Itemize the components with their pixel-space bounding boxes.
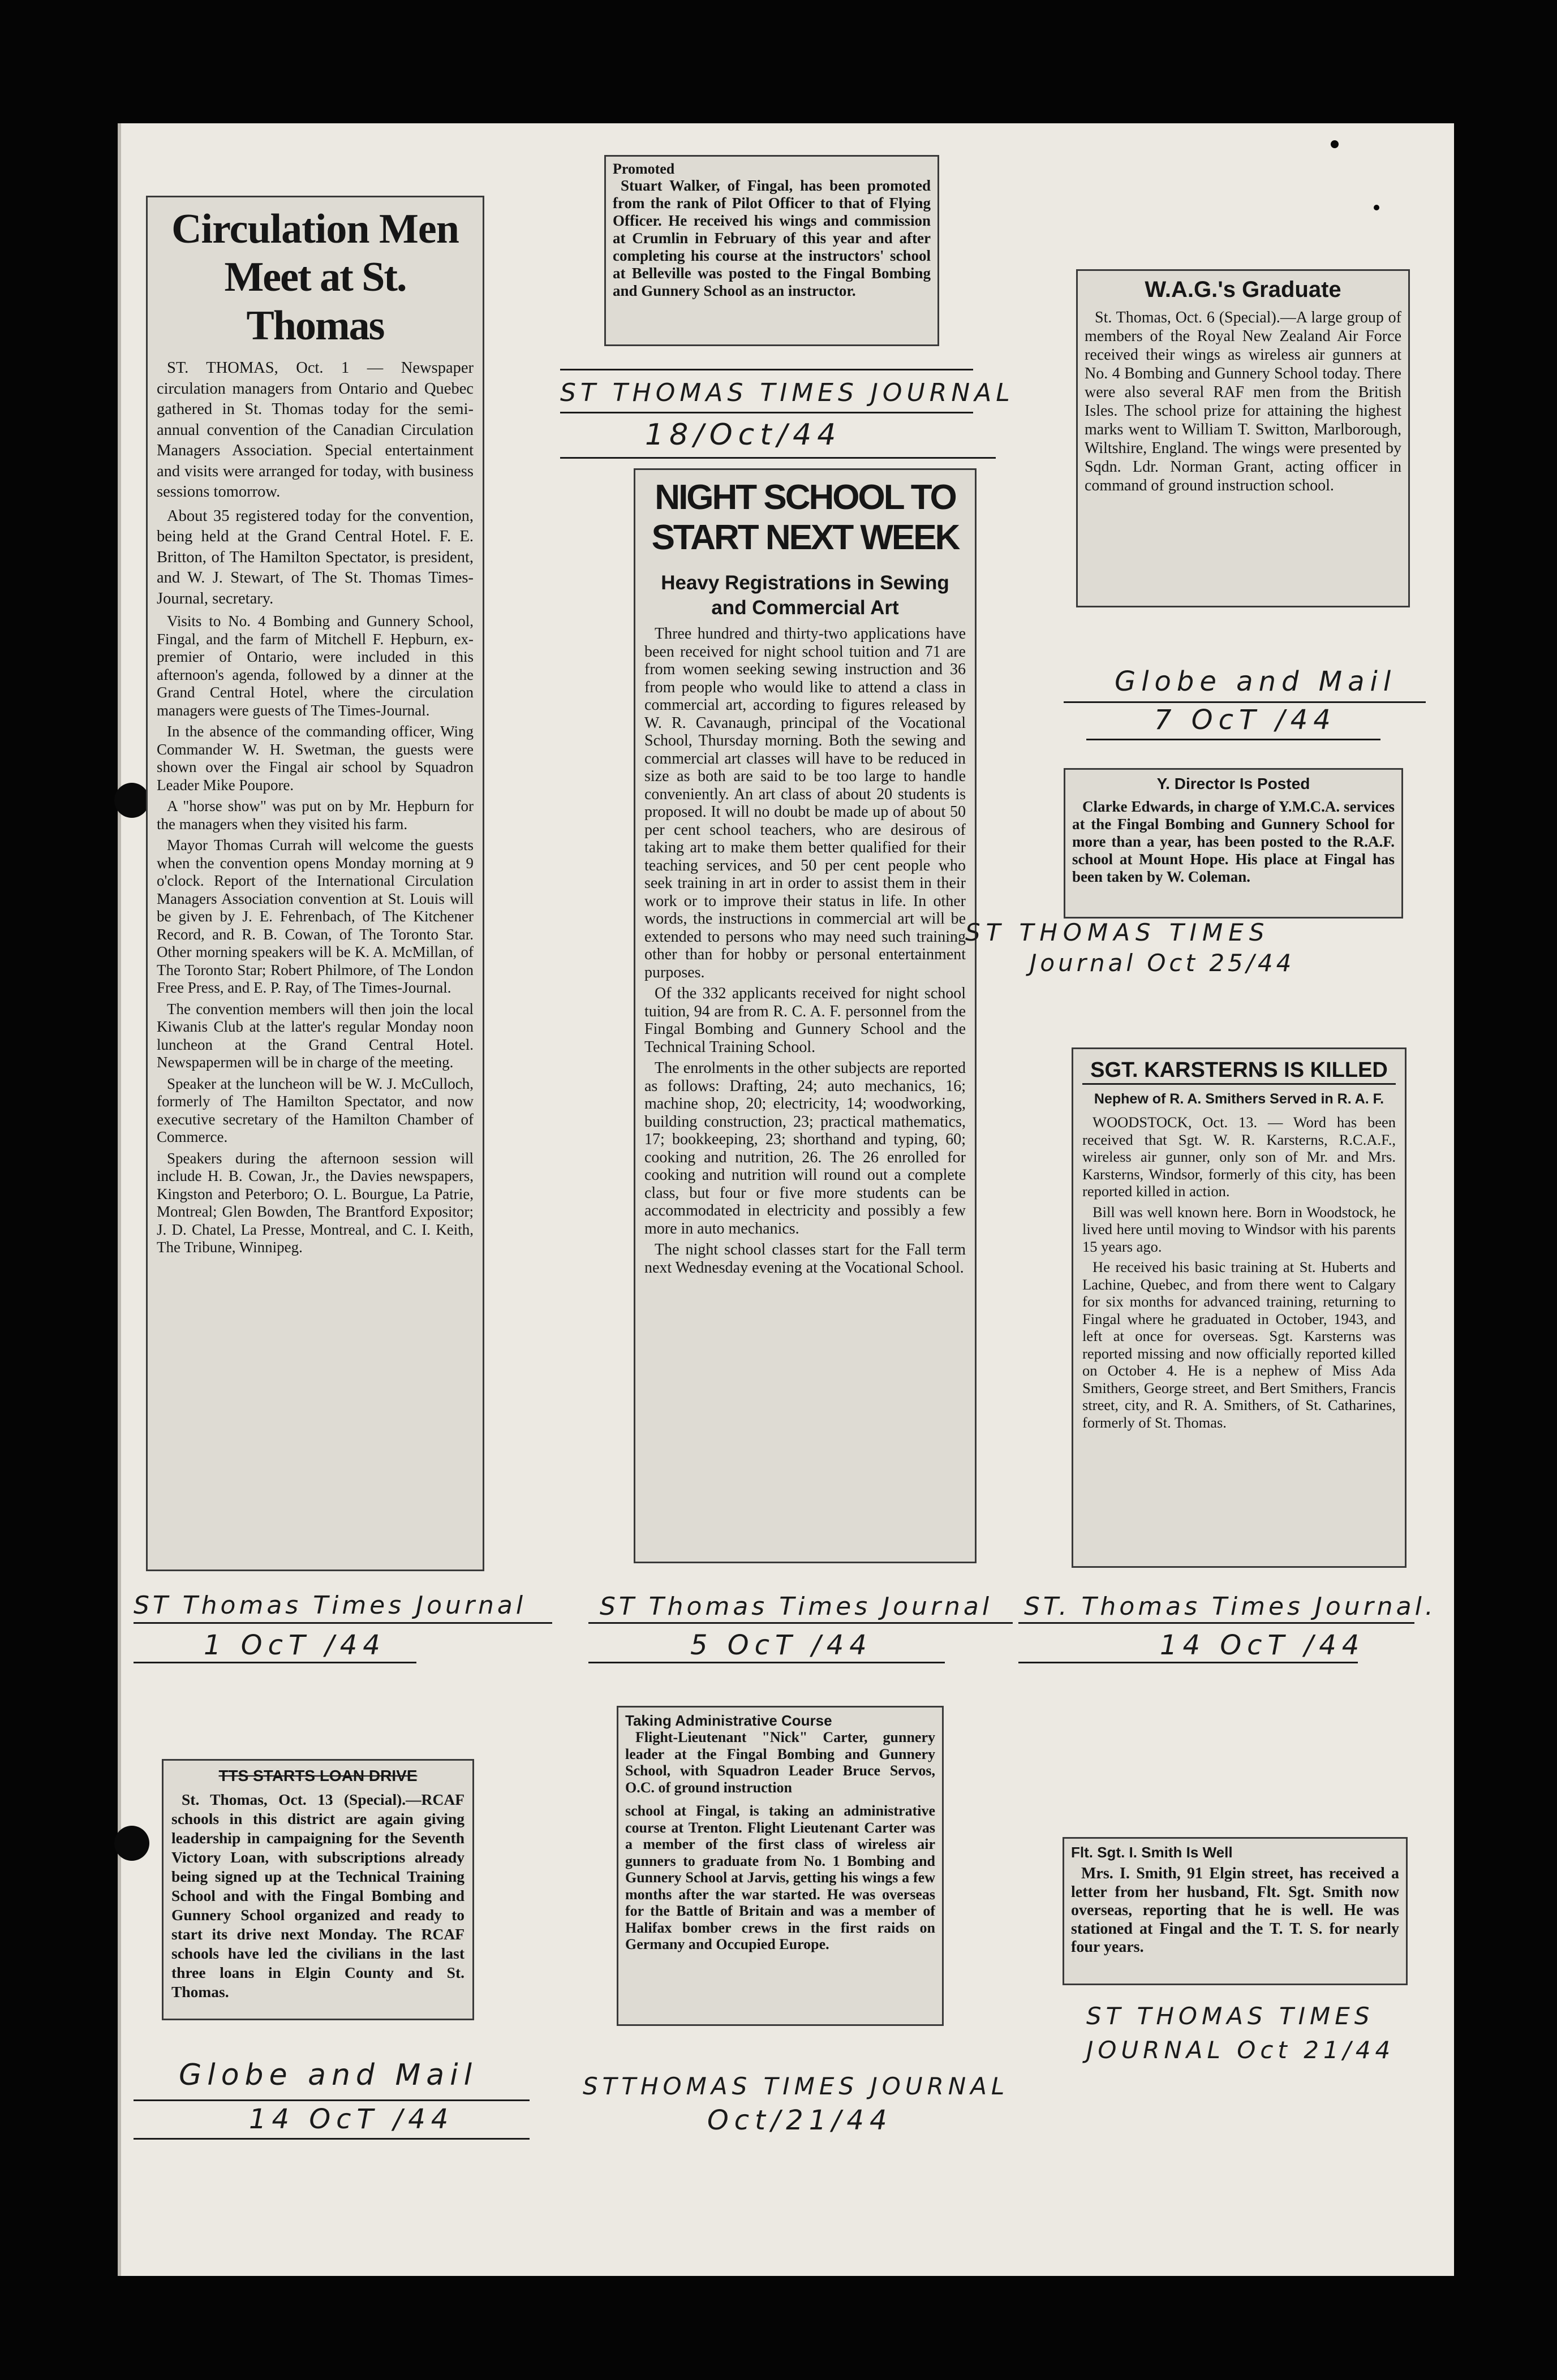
headline-start-next-week: START NEXT WEEK — [651, 518, 959, 557]
headline-wags-graduate: W.A.G.'s Graduate — [1145, 277, 1341, 302]
handwritten-source: ST Thomas Times Journal — [134, 1589, 552, 1624]
handwritten-source: STTHOMAS TIMES JOURNAL — [583, 2072, 1009, 2100]
handwritten-date: 14 OcT /44 — [1160, 1629, 1365, 1661]
underline — [588, 1622, 1013, 1624]
clipping-sgt-karsterns — [1072, 1047, 1407, 1568]
ink-speck — [1374, 205, 1379, 210]
clipping-y-director — [1064, 768, 1403, 919]
handwritten-source: ST THOMAS TIMES JOURNAL — [560, 378, 1014, 407]
underline — [134, 2138, 530, 2140]
handwritten-date: 18/Oct/44 — [645, 418, 842, 452]
handwritten-source: ST THOMAS TIMES — [965, 919, 1270, 946]
underline — [134, 1662, 416, 1663]
handwritten-date: 7 OcT /44 — [1154, 704, 1336, 736]
article-paragraph: Of the 332 applicants received for night school tuition, 94 are from R. C. A. F. personnel from the Fingal Bombing and Gunnery School and the Technical Training School. — [644, 985, 966, 1056]
article-paragraph: Bill was well known here. Born in Woodstock, he lived here until moving to Windsor with his parents 15 years ago. — [1082, 1203, 1396, 1255]
punch-hole-2 — [114, 1826, 149, 1861]
underline — [560, 412, 973, 413]
handwritten-date: 5 OcT /44 — [690, 1629, 872, 1661]
article-text: Clarke Edwards, in charge of Y.M.C.A. services at the Fingal Bombing and Gunnery School for more than a year, has been posted to the R.A.F. school at Mount Hope. His place at Fingal has been taken by W. Coleman. — [1072, 798, 1395, 885]
underline — [1018, 1662, 1358, 1663]
article-paragraph: Speaker at the luncheon will be W. J. McCulloch, formerly of The Hamilton Spectator, and now executive secretary of the Hamilton Chamber of Commerce. — [157, 1075, 474, 1145]
underline — [560, 457, 996, 459]
clipping-flt-sgt-smith — [1063, 1837, 1408, 1985]
underline — [1018, 1622, 1414, 1624]
clipping-wags-graduate — [1076, 269, 1410, 607]
article-text: Stuart Walker, of Fingal, has been promoted from the rank of Pilot Officer to that of Flying Officer. He received his wings and commission at Crumlin in February of this year and after completing his course at the instructors' school at Belleville was posted to the Fingal Bombing and Gunnery School as an instructor. — [613, 177, 931, 299]
article-paragraph: Speakers during the afternoon session will include H. B. Cowan, Jr., the Davies newspapers, Kingston and Peterboro; O. L. Bourgue, La Patrie, Montreal; Glen Bowden, The Brantford Expositor; J. D. Chatel, La Presse, Montreal, and C. I. Keith, The Tribune, Winnipeg. — [157, 1149, 474, 1256]
headline-night-school: NIGHT SCHOOL TO — [655, 478, 956, 517]
article-text: St. Thomas, Oct. 13 (Special).—RCAF schools in this district are again giving leadership in campaigning for the Seventh Victory Loan, with subscriptions already being signed up at the Technical Training School and with the Fingal Bombing and Gunnery School organized and ready to start its drive next Monday. The RCAF schools have led the civilians in the last three loans in Elgin County and St. Thomas. — [171, 1791, 464, 2000]
article-text: St. Thomas, Oct. 6 (Special).—A large group of members of the Royal New Zealand Air Force received their wings as wireless air gunners at No. 4 Bombing and Gunnery School today. There were also several RAF men from the British Isles. The school prize for attaining the highest marks went to William T. Switton, Marlborough, Wiltshire, England. The wings were presented by Sqdn. Ldr. Norman Grant, acting officer in command of ground instruction school. — [1085, 309, 1401, 494]
handwritten-source: ST Thomas Times Journal — [600, 1592, 993, 1621]
headline-sgt-karsterns: SGT. KARSTERNS IS KILLED — [1082, 1057, 1396, 1085]
article-paragraph: The enrolments in the other subjects are reported as follows: Drafting, 24; auto mechanics, 16; machine shop, 20; electricity, 14; woodworking, building construction, 23; practical mathematics, 17; bookkeeping, 23; shorthand and typing, 60; cooking and nutrition, 26. The 26 enrolled for cooking and nutrition will round out a complete class, but four or five more students can be accommodated in electricity and possibly a few more in auto mechanics. — [644, 1059, 966, 1238]
handwritten-source: Globe and Mail — [1115, 666, 1397, 697]
headline-flt-sgt-smith: Flt. Sgt. I. Smith Is Well — [1071, 1844, 1233, 1861]
underline — [1064, 701, 1426, 703]
article-paragraph: Mayor Thomas Currah will welcome the guests when the convention opens Monday morning at 9 o'clock. Report of the International Circulation Managers Association convention at St. Louis will be given by J. E. Fehrenbach, of The Kitchener Record, and R. B. Cowan, of The Toronto Star. Other morning speakers will be K. A. McMillan, of The Toronto Star; Robert Philmore, of The London Free Press, and E. P. Ray, of The Times-Journal. — [157, 837, 474, 996]
headline-loan-drive: TTS STARTS LOAN DRIVE — [218, 1767, 418, 1784]
headline-meet-at-st-thomas: Meet at St. Thomas — [224, 254, 406, 349]
handwritten-source: ST. Thomas Times Journal. — [1024, 1592, 1436, 1621]
handwritten-source: ST THOMAS TIMES — [1086, 2002, 1374, 2030]
underline — [1086, 739, 1380, 740]
underline — [134, 2099, 530, 2101]
ink-speck — [1331, 140, 1339, 148]
article-text: Mrs. I. Smith, 91 Elgin street, has received a letter from her husband, Flt. Sgt. Smith now overseas, reporting that he is well. He was stationed at Fingal and the T. T. S. for nearly four years. — [1071, 1865, 1399, 1956]
handwritten-date: Oct/21/44 — [707, 2105, 893, 2136]
rule — [560, 369, 973, 370]
handwritten-date: 14 OcT /44 — [249, 2103, 454, 2135]
handwritten-source: Globe and Mail — [179, 2058, 478, 2092]
clipping-loan-drive — [162, 1759, 474, 2020]
subheadline: Nephew of R. A. Smithers Served in R. A. F. — [1094, 1091, 1384, 1107]
headline-administrative-course: Taking Administrative Course — [625, 1712, 832, 1729]
article-paragraph: He received his basic training at St. Huberts and Lachine, Quebec, and from there went to Calgary for six months for advanced training, returning to Fingal where he graduated in October, 1943, and left at once for overseas. Sgt. Karsterns was reported missing and now officially reported killed on October 4. He is a nephew of Miss Ada Smithers, George street, and Bert Smithers, Francis street, city, and R. A. Smithers, of St. Catharines, formerly of St. Thomas. — [1082, 1258, 1396, 1431]
article-paragraph: A "horse show" was put on by Mr. Hepburn for the managers when they visited his farm. — [157, 797, 474, 833]
headline-y-director: Y. Director Is Posted — [1156, 775, 1310, 792]
article-text-bottom: school at Fingal, is taking an administrative course at Trenton. Flight Lieutenant Carter was a member of the first class of wireless air gunners to graduate from No. 1 Bombing and Gunnery School at Jarvis, getting his wings a few months after the war started. He was overseas for the Battle of Britain and was a member of Halifax bomber crews in the first raids on Germany and Occupied Europe. — [625, 1803, 935, 1952]
article-paragraph: Three hundred and thirty-two applications have been received for night school tuition and 71 are from women seeking sewing instruction and 36 from people who would like to attend a class in commercial art, according to figures released by W. R. Cavanaugh, principal of the Vocational School, Thursday morning. Both the sewing and commercial art classes will have to be reduced in size as both are said to be too large to handle conveniently. An art class of about 20 students is proposed. It will no doubt be made up of about 50 per cent school teachers, who are desirous of taking art to make them better qualified for their teaching services, and 50 per cent people who seek training in art in order to assist them in their work or to improve their status in life. In other words, the instructions in commercial art will be extended to persons who may need such training other than for hobby or personal entertainment purposes. — [644, 625, 966, 981]
underline — [588, 1662, 945, 1663]
article-paragraph: The night school classes start for the Fall term next Wednesday evening at the Vocational School. — [644, 1241, 966, 1277]
article-paragraph: In the absence of the commanding officer, Wing Commander W. H. Swetman, the guests were shown over the Fingal air school by Squadron Leader Mike Poupore. — [157, 723, 474, 794]
clipping-promoted — [604, 155, 939, 346]
subheadline: Heavy Registrations in Sewing and Commercial Art — [661, 572, 949, 619]
article-paragraph: WOODSTOCK, Oct. 13. — Word has been received that Sgt. W. R. Karsterns, R.C.A.F., wireless air gunner, only son of Mr. and Mrs. Karsterns, Windsor, formerly of this city, has been reported killed in action. — [1082, 1114, 1396, 1200]
punch-hole-1 — [114, 783, 149, 818]
headline-circulation-men: Circulation Men — [171, 206, 459, 252]
article-paragraph: The convention members will then join the local Kiwanis Club at the latter's regular Monday noon luncheon at the Grand Central Hotel. Newspapermen will be in charge of the meeting. — [157, 1000, 474, 1071]
article-paragraph: About 35 registered today for the convention, being held at the Grand Central Hotel. F. E. Britton, of The Hamilton Spectator, is president, and W. J. Stewart, of The St. Thomas Times-Journal, secretary. — [157, 507, 474, 607]
article-text-top: Flight-Lieutenant "Nick" Carter, gunnery leader at the Fingal Bombing and Gunnery School, with Squadron Leader Bruce Servos, O.C. of ground instruction — [625, 1729, 935, 1796]
article-paragraph: Visits to No. 4 Bombing and Gunnery School, Fingal, and the farm of Mitchell F. Hepburn, ex-premier of Ontario, were included in this afternoon's agenda, followed by a dinner at the Grand Central Hotel, where the circulation managers were guests of The Times-Journal. — [157, 613, 474, 719]
label-promoted: Promoted — [613, 161, 675, 177]
clipping-circulation-men — [146, 196, 484, 1571]
article-paragraph: ST. THOMAS, Oct. 1 — Newspaper circulation managers from Ontario and Quebec gathered in St. Thomas today for the semi-annual convention of the Canadian Circulation Managers Association. Special entertainment and visits were arranged for today, with business sessions tomorrow. — [157, 359, 474, 501]
handwritten-date: JOURNAL Oct 21/44 — [1086, 2036, 1395, 2064]
clipping-administrative-course — [617, 1706, 944, 2026]
clipping-night-school — [634, 468, 977, 1563]
handwritten-date: 1 OcT /44 — [204, 1629, 386, 1661]
handwritten-date: Journal Oct 25/44 — [1030, 949, 1295, 977]
